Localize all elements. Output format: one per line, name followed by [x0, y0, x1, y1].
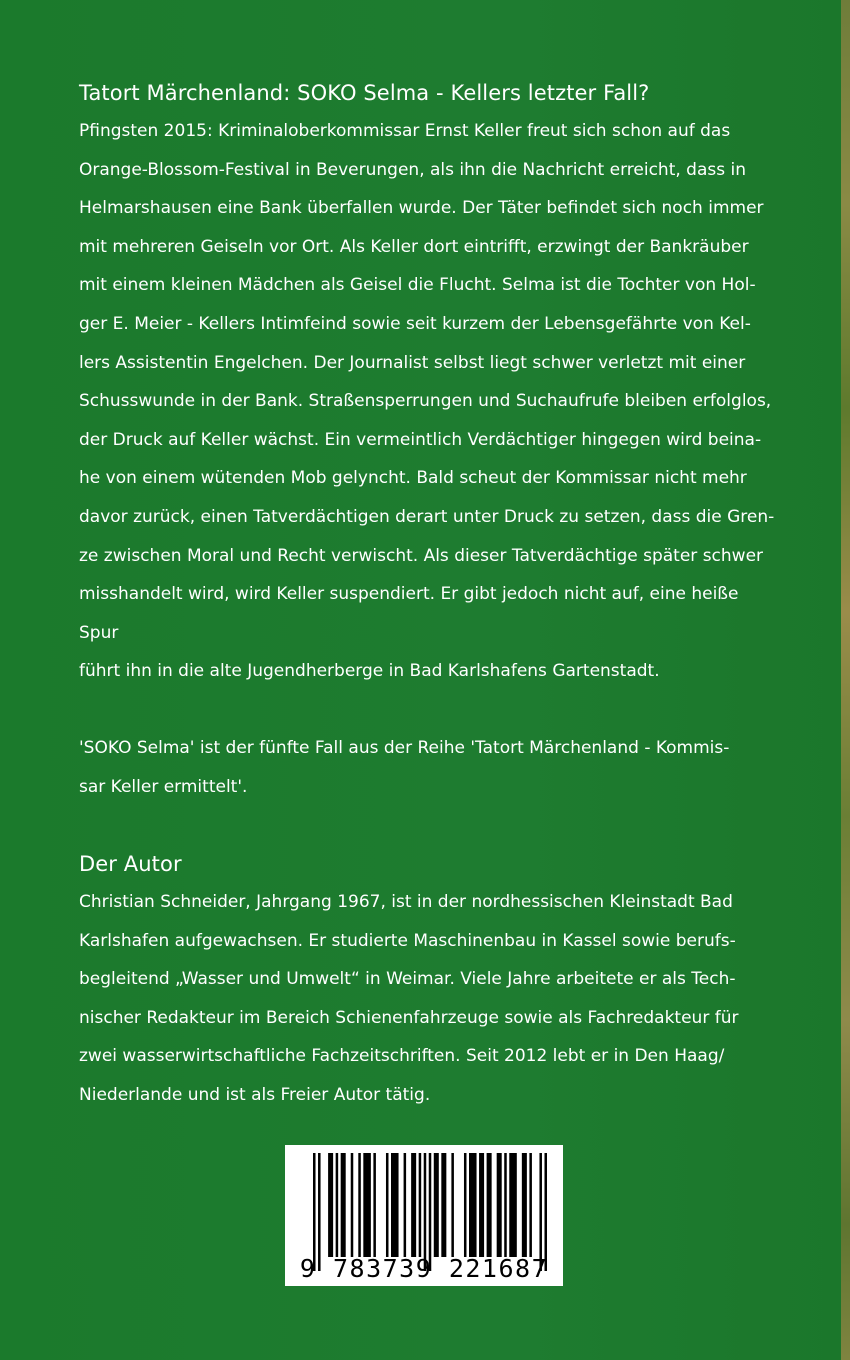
- blurb-line: ger E. Meier - Kellers Intimfeind sowie seit kurzem der Lebensgefährte von Kel-: [79, 313, 751, 334]
- barcode-bar: [373, 1153, 376, 1257]
- barcode-bar: [411, 1153, 416, 1257]
- series-line: 'SOKO Selma' ist der fünfte Fall aus der Reihe 'Tatort Märchenland - Kommis-: [79, 737, 730, 758]
- barcode-bar: [509, 1153, 517, 1257]
- barcode-bar: [358, 1153, 361, 1257]
- cover-image-edge: [841, 0, 850, 1360]
- barcode-bar: [404, 1153, 407, 1257]
- blurb-line: mit einem kleinen Mädchen als Geisel die Flucht. Selma ist die Tochter von Hol-: [79, 275, 756, 296]
- blurb-line: davor zurück, einen Tatverdächtigen derart unter Druck zu setzen, dass die Gren-: [79, 506, 775, 527]
- blurb-line: mit mehreren Geiseln vor Ort. Als Keller dort eintrifft, erzwingt der Bankräuber: [79, 236, 749, 257]
- author-line: nischer Redakteur im Bereich Schienenfahrzeuge sowie als Fachredakteur für: [79, 1007, 739, 1028]
- blurb-line: führt ihn in die alte Jugendherberge in Bad Karlshafens Gartenstadt.: [79, 661, 660, 682]
- author-line: begleitend „Wasser und Umwelt“ in Weimar. Viele Jahre arbeitete er als Tech-: [79, 969, 736, 990]
- barcode-bar: [419, 1153, 422, 1257]
- barcode-bar: [386, 1153, 389, 1257]
- barcode-bar: [464, 1153, 467, 1257]
- barcode-bar: [336, 1153, 339, 1257]
- author-line: Niederlande und ist als Freier Autor tätig.: [79, 1085, 431, 1106]
- blurb-line: lers Assistentin Engelchen. Der Journalist selbst liegt schwer verletzt mit einer: [79, 352, 746, 373]
- barcode-bar: [487, 1153, 492, 1257]
- barcode-bar: [497, 1153, 502, 1257]
- series-line: sar Keller ermittelt'.: [79, 776, 248, 797]
- blurb-line: der Druck auf Keller wächst. Ein vermeintlich Verdächtiger hingegen wird beina-: [79, 429, 762, 450]
- barcode-bar: [529, 1153, 532, 1257]
- author-line: Christian Schneider, Jahrgang 1967, ist in der nordhessischen Kleinstadt Bad: [79, 892, 733, 913]
- isbn-barcode: [285, 1145, 563, 1286]
- back-cover-text: [79, 74, 779, 1115]
- blurb-paragraph: [79, 112, 779, 691]
- barcode-bar: [363, 1153, 371, 1257]
- blurb-line: Orange-Blossom-Festival in Beverungen, als ihn die Nachricht erreicht, dass in: [79, 159, 746, 180]
- blurb-line: Helmarshausen eine Bank überfallen wurde. Der Täter befindet sich noch immer: [79, 198, 764, 219]
- series-note: [79, 729, 779, 806]
- barcode-bar: [434, 1153, 439, 1257]
- blurb-title: Tatort Märchenland: SOKO Selma - Kellers letzter Fall?: [79, 81, 650, 105]
- barcode-bar: [351, 1153, 354, 1257]
- blurb-line: he von einem wütenden Mob gelyncht. Bald scheut der Kommissar nicht mehr: [79, 468, 747, 489]
- isbn-number: 9 783739 221687: [299, 1254, 549, 1283]
- blurb-line: Pfingsten 2015: Kriminaloberkommissar Ernst Keller freut sich schon auf das: [79, 121, 731, 141]
- barcode-bar: [391, 1153, 399, 1257]
- blurb-line: ze zwischen Moral und Recht verwischt. Als dieser Tatverdächtige später schwer: [79, 545, 764, 566]
- barcode-bar: [328, 1153, 333, 1257]
- author-line: zwei wasserwirtschaftliche Fachzeitschriften. Seit 2012 lebt er in Den Haag/: [79, 1046, 725, 1067]
- author-heading: Der Autor: [79, 852, 182, 877]
- author-bio: [79, 883, 779, 1115]
- barcode-bar: [469, 1153, 477, 1257]
- barcode-bar: [441, 1153, 446, 1257]
- barcode-bar: [479, 1153, 484, 1257]
- author-line: Karlshafen aufgewachsen. Er studierte Maschinenbau in Kassel sowie berufs-: [79, 930, 736, 951]
- barcode-bar: [504, 1153, 507, 1257]
- barcode-bar: [451, 1153, 454, 1257]
- blurb-line: misshandelt wird, wird Keller suspendiert. Er gibt jedoch nicht auf, eine heiße Spur: [79, 584, 739, 643]
- barcode-bar: [341, 1153, 346, 1257]
- blurb-line: Schusswunde in der Bank. Straßensperrungen und Suchaufrufe bleiben erfolglos,: [79, 391, 772, 412]
- barcode-bar: [522, 1153, 527, 1257]
